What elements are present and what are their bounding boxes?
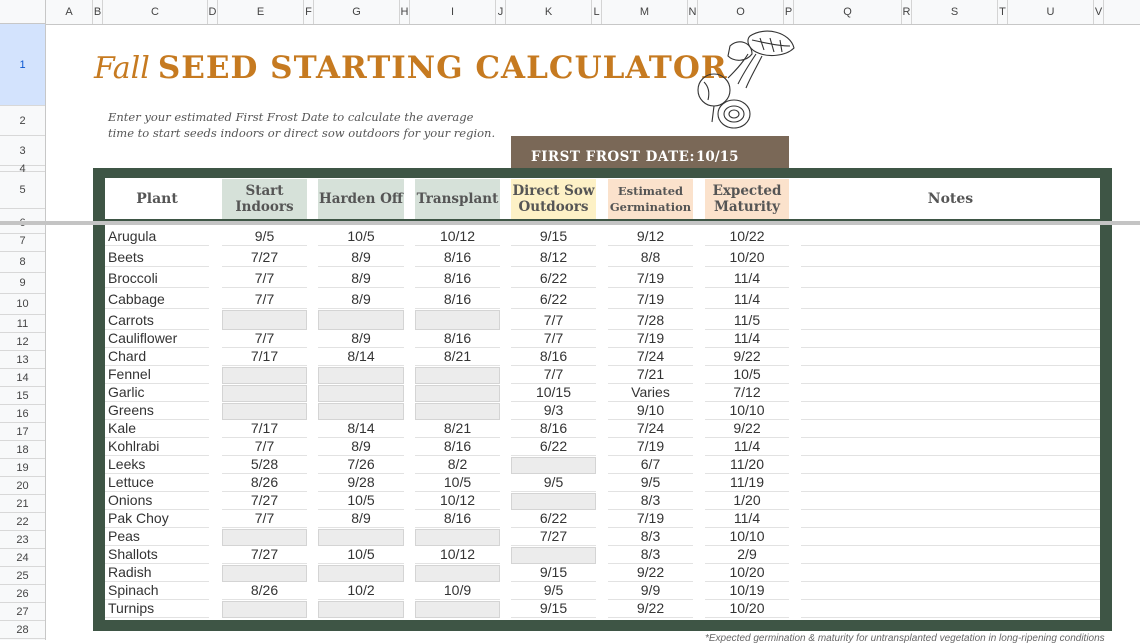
germ-cell[interactable]: 8/8 [608, 247, 693, 267]
notes-cell[interactable] [801, 385, 1100, 402]
sow-cell[interactable]: 8/16 [511, 421, 596, 438]
start-cell[interactable]: 7/7 [222, 511, 307, 528]
transplant-cell[interactable] [415, 310, 500, 330]
plant-name-cell[interactable]: Greens [105, 403, 209, 420]
harden-cell[interactable]: 10/2 [318, 583, 404, 600]
harden-cell[interactable]: 8/14 [318, 349, 404, 366]
start-cell[interactable] [222, 367, 307, 384]
germ-cell[interactable]: 8/3 [608, 547, 693, 564]
mature-cell[interactable]: 11/4 [705, 439, 789, 456]
sow-cell[interactable]: 7/7 [511, 367, 596, 384]
harden-cell[interactable]: 8/9 [318, 289, 404, 309]
notes-cell[interactable] [801, 310, 1100, 330]
start-cell[interactable]: 5/28 [222, 457, 307, 474]
row-header-23[interactable]: 23 [0, 531, 45, 549]
sow-cell[interactable]: 6/22 [511, 268, 596, 288]
beet-illustration [690, 26, 800, 136]
column-header-i[interactable]: I [410, 0, 496, 24]
plant-name-cell[interactable]: Peas [105, 529, 209, 546]
harden-cell[interactable] [318, 601, 404, 618]
harden-cell[interactable] [318, 367, 404, 384]
plant-name-cell[interactable]: Onions [105, 493, 209, 510]
row-header-27[interactable]: 27 [0, 603, 45, 621]
plant-name-cell[interactable]: Turnips [105, 601, 209, 618]
column-header-d[interactable]: D [208, 0, 218, 24]
germ-cell[interactable]: 7/19 [608, 511, 693, 528]
row-header-13[interactable]: 13 [0, 351, 45, 369]
plant-name-cell[interactable]: Spinach [105, 583, 209, 600]
germ-cell[interactable]: 7/21 [608, 367, 693, 384]
plant-name-cell[interactable]: Pak Choy [105, 511, 209, 528]
start-cell[interactable]: 7/27 [222, 547, 307, 564]
row-header-2[interactable]: 2 [0, 106, 45, 136]
transplant-cell[interactable]: 10/12 [415, 493, 500, 510]
first-frost-date-box[interactable] [511, 136, 789, 170]
sow-cell[interactable]: 6/22 [511, 511, 596, 528]
germ-cell[interactable]: 8/3 [608, 529, 693, 546]
germ-cell[interactable]: 7/24 [608, 421, 693, 438]
header-harden-off: Harden Off [318, 179, 404, 219]
column-header-h[interactable]: H [400, 0, 410, 24]
sow-cell[interactable]: 9/15 [511, 601, 596, 618]
sow-cell[interactable]: 9/3 [511, 403, 596, 420]
column-header-b[interactable]: B [93, 0, 103, 24]
germ-cell[interactable]: 8/3 [608, 493, 693, 510]
sow-cell[interactable] [511, 457, 596, 474]
column-header-t[interactable]: T [998, 0, 1008, 24]
row-header-12[interactable]: 12 [0, 333, 45, 351]
notes-cell[interactable] [801, 475, 1100, 492]
harden-cell[interactable]: 8/9 [318, 511, 404, 528]
start-cell[interactable] [222, 403, 307, 420]
notes-cell[interactable] [801, 439, 1100, 456]
transplant-cell[interactable]: 8/16 [415, 511, 500, 528]
row-header-15[interactable]: 15 [0, 387, 45, 405]
column-header-c[interactable]: C [103, 0, 208, 24]
transplant-cell[interactable] [415, 385, 500, 402]
harden-cell[interactable]: 10/5 [318, 226, 404, 246]
column-header-e[interactable]: E [218, 0, 304, 24]
notes-cell[interactable] [801, 493, 1100, 510]
sow-cell[interactable]: 7/7 [511, 310, 596, 330]
transplant-cell[interactable]: 8/21 [415, 421, 500, 438]
header-expected-maturity: Expected Maturity [705, 179, 789, 219]
sow-cell[interactable]: 9/15 [511, 226, 596, 246]
start-cell[interactable]: 7/17 [222, 421, 307, 438]
column-header-s[interactable]: S [912, 0, 998, 24]
plant-name-cell[interactable]: Lettuce [105, 475, 209, 492]
start-cell[interactable] [222, 310, 307, 330]
frozen-rows-divider[interactable] [0, 221, 1140, 225]
notes-cell[interactable] [801, 226, 1100, 246]
harden-cell[interactable] [318, 403, 404, 420]
germ-cell[interactable]: 7/28 [608, 310, 693, 330]
title-script-word: Fall [94, 51, 150, 86]
plant-name-cell[interactable]: Carrots [105, 310, 209, 330]
transplant-cell[interactable]: 8/16 [415, 247, 500, 267]
mature-cell[interactable]: 10/5 [705, 367, 789, 384]
transplant-cell[interactable]: 8/16 [415, 439, 500, 456]
column-header-g[interactable]: G [314, 0, 400, 24]
notes-cell[interactable] [801, 421, 1100, 438]
footnote: *Expected germination & maturity for untransplanted vegetation in long-ripening conditions [705, 633, 1105, 644]
transplant-cell[interactable]: 10/12 [415, 226, 500, 246]
row-header-14[interactable]: 14 [0, 369, 45, 387]
harden-cell[interactable]: 10/5 [318, 547, 404, 564]
column-header-m[interactable]: M [602, 0, 688, 24]
transplant-cell[interactable]: 10/5 [415, 475, 500, 492]
start-cell[interactable] [222, 385, 307, 402]
start-cell[interactable]: 7/7 [222, 268, 307, 288]
plant-name-cell[interactable]: Broccoli [105, 268, 209, 288]
header-direct-sow: Direct Sow Outdoors [511, 179, 596, 219]
transplant-cell[interactable] [415, 601, 500, 618]
column-header-p[interactable]: P [784, 0, 794, 24]
harden-cell[interactable] [318, 565, 404, 582]
start-cell[interactable]: 7/27 [222, 493, 307, 510]
title-main: SEED STARTING CALCULATOR [157, 50, 728, 86]
notes-cell[interactable] [801, 268, 1100, 288]
harden-cell[interactable]: 8/14 [318, 421, 404, 438]
sow-cell[interactable] [511, 493, 596, 510]
germ-cell[interactable]: 7/19 [608, 439, 693, 456]
germ-cell[interactable]: 9/9 [608, 583, 693, 600]
notes-cell[interactable] [801, 565, 1100, 582]
header-estimated-germination: Estimated Germination [608, 179, 693, 219]
row-header-20[interactable]: 20 [0, 477, 45, 495]
start-cell[interactable]: 8/26 [222, 475, 307, 492]
transplant-cell[interactable]: 8/16 [415, 268, 500, 288]
row-header-24[interactable]: 24 [0, 549, 45, 567]
row-header-9[interactable]: 9 [0, 273, 45, 294]
mature-cell[interactable]: 2/9 [705, 547, 789, 564]
sow-cell[interactable]: 9/5 [511, 583, 596, 600]
harden-cell[interactable]: 9/28 [318, 475, 404, 492]
plant-name-cell[interactable]: Garlic [105, 385, 209, 402]
header-plant: Plant [136, 191, 178, 207]
sow-cell[interactable]: 8/16 [511, 349, 596, 366]
transplant-cell[interactable]: 10/9 [415, 583, 500, 600]
germ-cell[interactable]: 9/22 [608, 601, 693, 618]
row-header-22[interactable]: 22 [0, 513, 45, 531]
notes-cell[interactable] [801, 331, 1100, 348]
notes-cell[interactable] [801, 583, 1100, 600]
sow-cell[interactable]: 6/22 [511, 439, 596, 456]
sow-cell[interactable]: 6/22 [511, 289, 596, 309]
column-header-k[interactable]: K [506, 0, 592, 24]
first-frost-date-label: FIRST FROST DATE: [531, 149, 695, 165]
mature-cell[interactable]: 10/20 [705, 601, 789, 618]
start-cell[interactable]: 7/27 [222, 247, 307, 267]
sow-cell[interactable]: 7/7 [511, 331, 596, 348]
intro-text: Enter your estimated First Frost Date to calculate the average time to start seeds indoors or direct sow outdoors for your region. [108, 110, 496, 140]
germ-cell[interactable]: 7/19 [608, 289, 693, 309]
start-cell[interactable]: 7/7 [222, 331, 307, 348]
transplant-cell[interactable]: 8/2 [415, 457, 500, 474]
row-header-4[interactable]: 4 [0, 166, 45, 172]
mature-cell[interactable]: 9/22 [705, 349, 789, 366]
column-header-o[interactable]: O [698, 0, 784, 24]
harden-cell[interactable]: 8/9 [318, 331, 404, 348]
transplant-cell[interactable]: 10/12 [415, 547, 500, 564]
germ-cell[interactable]: Varies [608, 385, 693, 402]
column-header-n[interactable]: N [688, 0, 698, 24]
select-all-corner[interactable] [0, 0, 46, 24]
plant-name-cell[interactable]: Fennel [105, 367, 209, 384]
row-header-21[interactable]: 21 [0, 495, 45, 513]
notes-cell[interactable] [801, 511, 1100, 528]
plant-name-cell[interactable]: Cauliflower [105, 331, 209, 348]
sow-cell[interactable]: 7/27 [511, 529, 596, 546]
start-cell[interactable]: 7/7 [222, 439, 307, 456]
germ-cell[interactable]: 9/10 [608, 403, 693, 420]
plant-name-cell[interactable]: Kale [105, 421, 209, 438]
start-cell[interactable] [222, 529, 307, 546]
mature-cell[interactable]: 11/4 [705, 511, 789, 528]
harden-cell[interactable]: 10/5 [318, 493, 404, 510]
notes-cell[interactable] [801, 349, 1100, 366]
harden-cell[interactable] [318, 310, 404, 330]
column-header-f[interactable]: F [304, 0, 314, 24]
column-header-l[interactable]: L [592, 0, 602, 24]
mature-cell[interactable]: 11/5 [705, 310, 789, 330]
notes-cell[interactable] [801, 247, 1100, 267]
sow-cell[interactable] [511, 547, 596, 564]
mature-cell[interactable]: 10/19 [705, 583, 789, 600]
header-notes: Notes [927, 191, 974, 207]
first-frost-date-value[interactable]: 10/15 [696, 149, 739, 165]
mature-cell[interactable]: 10/22 [705, 226, 789, 246]
row-header-17[interactable]: 17 [0, 423, 45, 441]
germ-cell[interactable]: 7/24 [608, 349, 693, 366]
plant-name-cell[interactable]: Radish [105, 565, 209, 582]
mature-cell[interactable]: 11/4 [705, 268, 789, 288]
mature-cell[interactable]: 10/10 [705, 529, 789, 546]
transplant-cell[interactable] [415, 367, 500, 384]
notes-cell[interactable] [801, 547, 1100, 564]
start-cell[interactable] [222, 601, 307, 618]
row-header-25[interactable]: 25 [0, 567, 45, 585]
sow-cell[interactable]: 9/5 [511, 475, 596, 492]
mature-cell[interactable]: 11/19 [705, 475, 789, 492]
germ-cell[interactable]: 7/19 [608, 268, 693, 288]
mature-cell[interactable]: 9/22 [705, 421, 789, 438]
row-header-16[interactable]: 16 [0, 405, 45, 423]
notes-cell[interactable] [801, 601, 1100, 618]
header-transplant: Transplant [415, 179, 500, 219]
mature-cell[interactable]: 10/20 [705, 247, 789, 267]
mature-cell[interactable]: 10/10 [705, 403, 789, 420]
column-header-a[interactable]: A [46, 0, 93, 24]
plant-name-cell[interactable]: Cabbage [105, 289, 209, 309]
transplant-cell[interactable]: 8/21 [415, 349, 500, 366]
start-cell[interactable]: 7/7 [222, 289, 307, 309]
transplant-cell[interactable]: 8/16 [415, 289, 500, 309]
germ-cell[interactable]: 7/19 [608, 331, 693, 348]
harden-cell[interactable]: 8/9 [318, 439, 404, 456]
start-cell[interactable]: 9/5 [222, 226, 307, 246]
mature-cell[interactable]: 11/4 [705, 289, 789, 309]
transplant-cell[interactable] [415, 529, 500, 546]
transplant-cell[interactable] [415, 403, 500, 420]
germ-cell[interactable]: 9/5 [608, 475, 693, 492]
column-header-v[interactable]: V [1094, 0, 1104, 24]
start-cell[interactable]: 7/17 [222, 349, 307, 366]
germ-cell[interactable]: 9/22 [608, 565, 693, 582]
transplant-cell[interactable]: 8/16 [415, 331, 500, 348]
header-start-indoors: Start Indoors [222, 179, 307, 219]
notes-cell[interactable] [801, 529, 1100, 546]
sow-cell[interactable]: 9/15 [511, 565, 596, 582]
sow-cell[interactable]: 10/15 [511, 385, 596, 402]
notes-cell[interactable] [801, 457, 1100, 474]
plant-name-cell[interactable]: Shallots [105, 547, 209, 564]
mature-cell[interactable]: 10/20 [705, 565, 789, 582]
plant-name-cell[interactable]: Chard [105, 349, 209, 366]
column-header-u[interactable]: U [1008, 0, 1094, 24]
row-header-8[interactable]: 8 [0, 252, 45, 273]
mature-cell[interactable]: 1/20 [705, 493, 789, 510]
column-header-r[interactable]: R [902, 0, 912, 24]
column-header-q[interactable]: Q [794, 0, 902, 24]
harden-cell[interactable] [318, 385, 404, 402]
harden-cell[interactable]: 8/9 [318, 268, 404, 288]
mature-cell[interactable]: 7/12 [705, 385, 789, 402]
row-header-1[interactable]: 1 [0, 24, 45, 106]
plant-name-cell[interactable]: Leeks [105, 457, 209, 474]
plant-name-cell[interactable]: Beets [105, 247, 209, 267]
harden-cell[interactable]: 7/26 [318, 457, 404, 474]
column-header-bar [0, 0, 1140, 25]
row-header-bar [0, 24, 46, 640]
mature-cell[interactable]: 11/4 [705, 331, 789, 348]
sow-cell[interactable]: 8/12 [511, 247, 596, 267]
transplant-cell[interactable] [415, 565, 500, 582]
row-header-11[interactable]: 11 [0, 315, 45, 333]
row-header-19[interactable]: 19 [0, 459, 45, 477]
notes-cell[interactable] [801, 289, 1100, 309]
plant-name-cell[interactable]: Arugula [105, 226, 209, 246]
start-cell[interactable] [222, 565, 307, 582]
start-cell[interactable]: 8/26 [222, 583, 307, 600]
harden-cell[interactable] [318, 529, 404, 546]
notes-cell[interactable] [801, 367, 1100, 384]
row-header-28[interactable]: 28 [0, 621, 45, 639]
row-header-5[interactable]: 5 [0, 172, 45, 209]
plant-name-cell[interactable]: Kohlrabi [105, 439, 209, 456]
row-header-10[interactable]: 10 [0, 294, 45, 315]
row-header-18[interactable]: 18 [0, 441, 45, 459]
germ-cell[interactable]: 6/7 [608, 457, 693, 474]
row-header-3[interactable]: 3 [0, 136, 45, 166]
mature-cell[interactable]: 11/20 [705, 457, 789, 474]
column-header-j[interactable]: J [496, 0, 506, 24]
page-title [94, 46, 728, 90]
row-header-7[interactable]: 7 [0, 231, 45, 252]
notes-cell[interactable] [801, 403, 1100, 420]
row-header-26[interactable]: 26 [0, 585, 45, 603]
harden-cell[interactable]: 8/9 [318, 247, 404, 267]
germ-cell[interactable]: 9/12 [608, 226, 693, 246]
